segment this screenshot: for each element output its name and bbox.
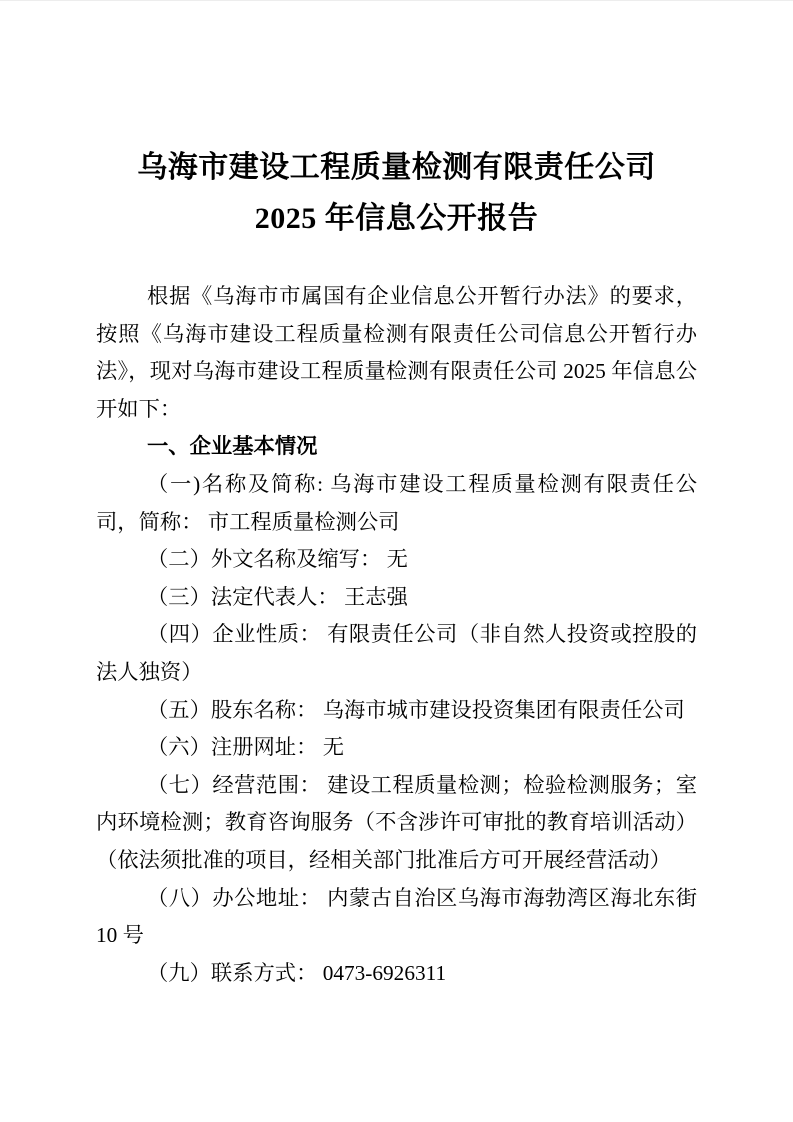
item-foreign-name: （二）外文名称及缩写： 无: [147, 547, 408, 572]
item-office-address: （八）办公地址： 内蒙古自治区乌海市海勃湾区海北东街 10 号: [96, 885, 697, 948]
item-contact-number: （九）联系方式： 0473-6926311: [147, 960, 447, 985]
intro-paragraph: 根据《乌海市市属国有企业信息公开暂行办法》的要求，按照《乌海市建设工程质量检测有限责任公司信息公开暂行办法》，现对乌海市建设工程质量检测有限责任公司 2025 年信息公开如下：: [96, 284, 697, 421]
section-heading-basic-info: 一、企业基本情况: [147, 434, 318, 459]
document-title: [0, 1, 793, 244]
document-body: [96, 278, 697, 992]
item-business-scope: （七）经营范围： 建设工程质量检测；检验检测服务；室内环境检测；教育咨询服务（不含涉许可审批的教育培训活动）（依法须批准的项目，经相关部门批准后方可开展经营活动）: [96, 772, 697, 872]
item-shareholder-name: （五）股东名称： 乌海市城市建设投资集团有限责任公司: [147, 697, 685, 722]
item-enterprise-nature: （四）企业性质： 有限责任公司（非自然人投资或控股的法人独资）: [96, 622, 697, 684]
title-line-2: 2025 年信息公开报告: [254, 202, 539, 235]
item-name-and-abbreviation: （一)名称及简称: 乌海市建设工程质量检测有限责任公司，简称： 市工程质量检测公司: [96, 471, 697, 534]
title-line-1: 乌海市建设工程质量检测有限责任公司: [137, 151, 656, 184]
item-registered-website: （六）注册网址： 无: [147, 735, 344, 760]
item-legal-representative: （三）法定代表人： 王志强: [147, 584, 408, 609]
